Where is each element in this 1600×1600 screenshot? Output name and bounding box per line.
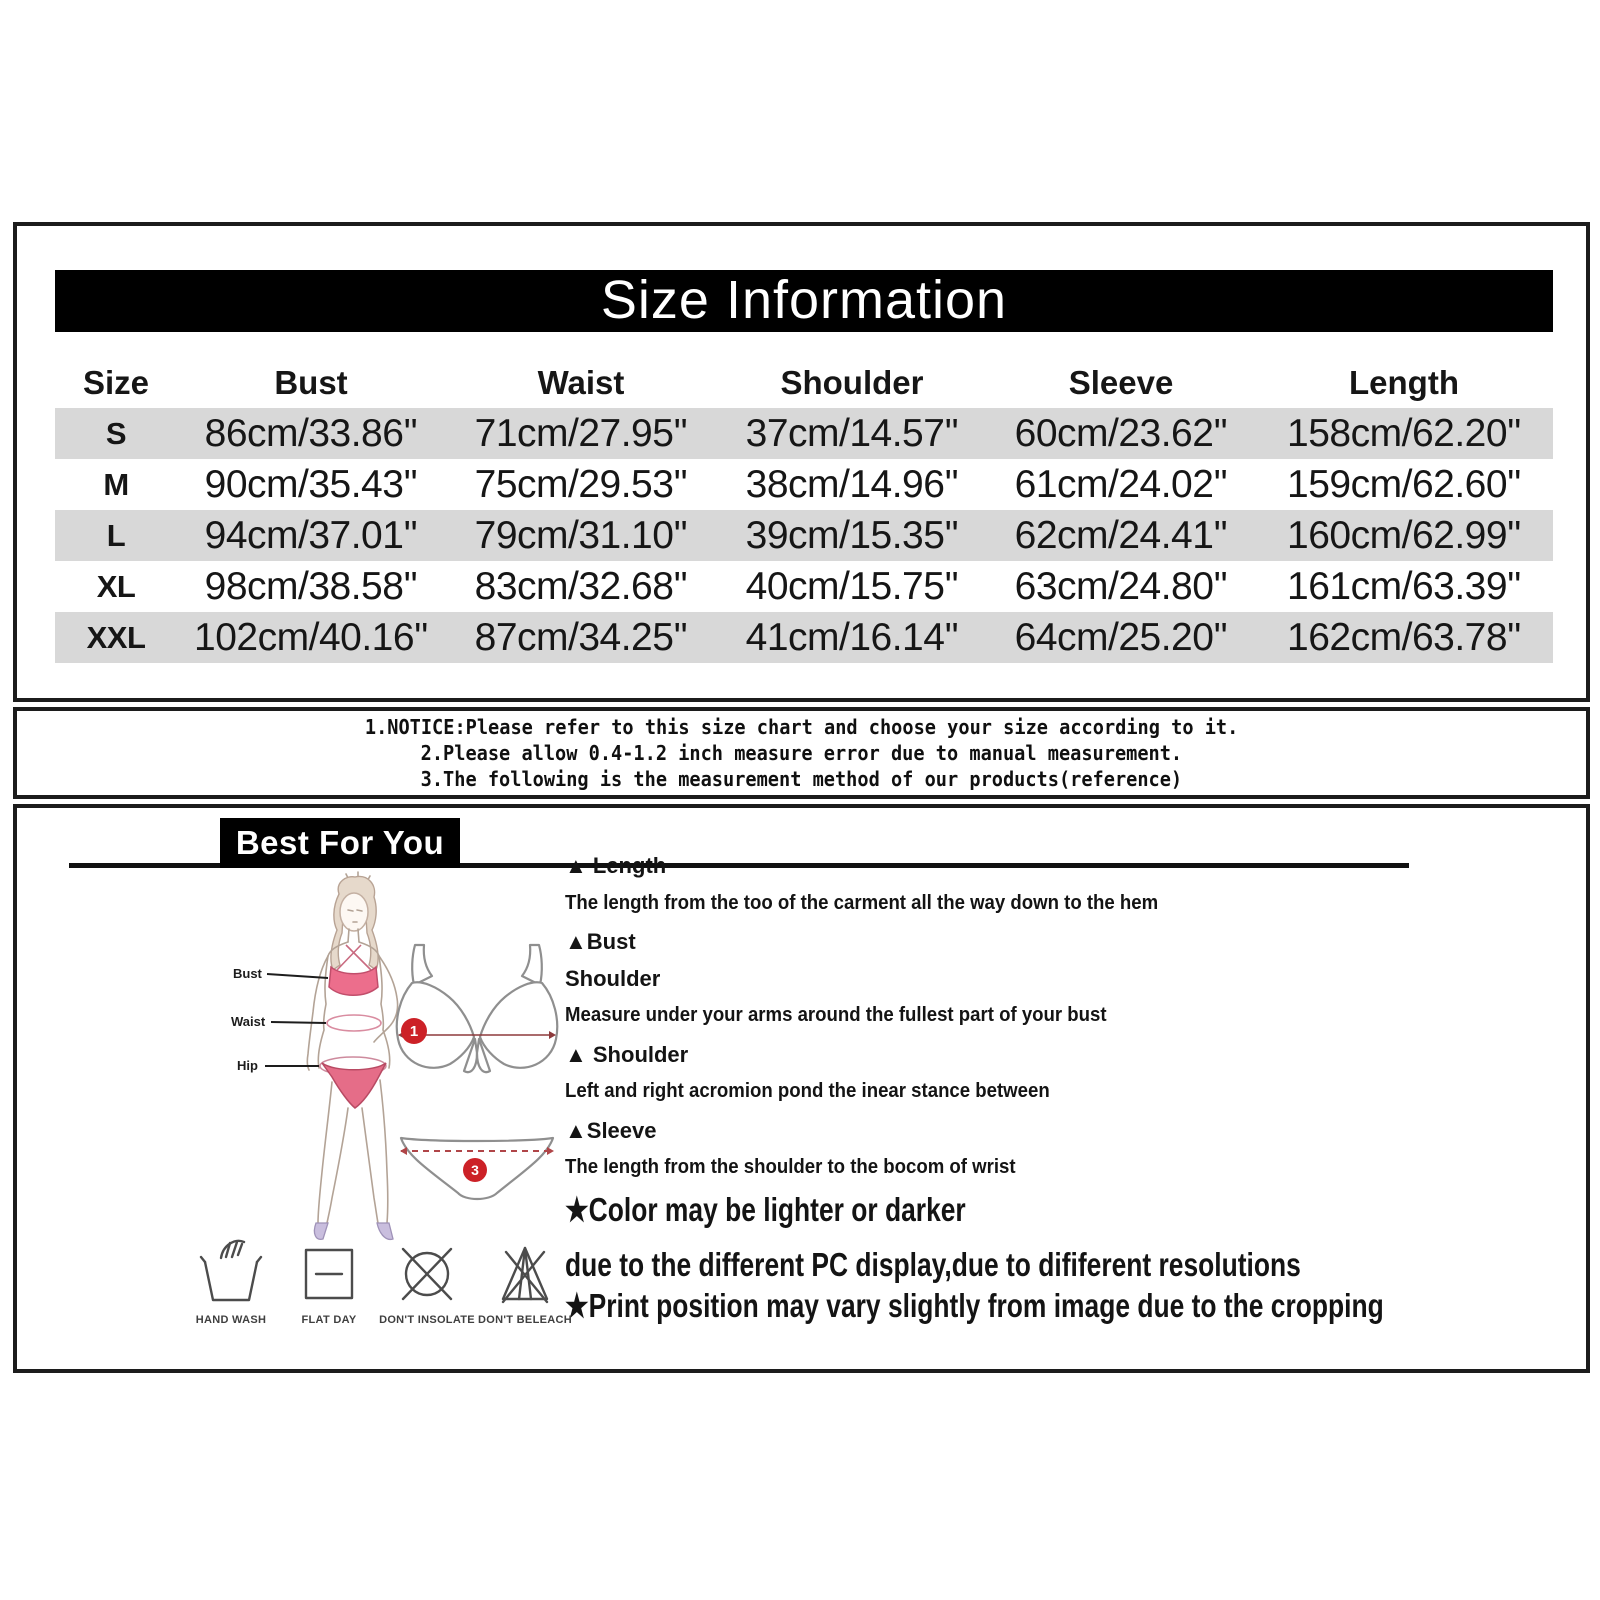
cell-sleeve: 61cm/24.02'' — [1014, 462, 1228, 506]
figure-hip-label: Hip — [237, 1058, 258, 1073]
right-leg-outer — [380, 1080, 388, 1223]
bra-right-cup — [480, 982, 557, 1068]
cell-waist: 71cm/27.95'' — [474, 411, 688, 455]
col-header-bust: Bust — [274, 364, 348, 401]
measure-guide-panel — [13, 804, 1590, 1373]
cell-size: XL — [96, 568, 136, 604]
cell-shoulder: 37cm/14.57'' — [745, 411, 959, 455]
table-header-row — [55, 358, 1553, 408]
cell-size: S — [105, 415, 127, 451]
col-header-length: Length — [1349, 364, 1459, 401]
guide-sub-shoulder: Shoulder — [565, 966, 661, 991]
cell-shoulder: 39cm/15.35'' — [745, 513, 959, 557]
note-display: due to the different PC display,due to dififerent resolutions — [565, 1246, 1301, 1283]
notice-text — [17, 711, 1586, 795]
cell-length: 159cm/62.60'' — [1287, 462, 1521, 506]
cell-length: 160cm/62.99'' — [1287, 513, 1521, 557]
cell-length: 162cm/63.78'' — [1287, 615, 1521, 659]
cell-shoulder: 40cm/15.75'' — [745, 564, 959, 608]
care-dont-insolate — [381, 1228, 473, 1326]
size-table — [55, 358, 1553, 663]
left-leg-outer — [318, 1082, 332, 1223]
cell-waist: 87cm/34.25'' — [474, 615, 688, 659]
cell-sleeve: 62cm/24.41'' — [1014, 513, 1228, 557]
right-leg-inner — [362, 1108, 378, 1223]
cell-size: M — [103, 466, 129, 502]
bra-diagram — [392, 943, 562, 1088]
cell-bust: 94cm/37.01'' — [204, 513, 418, 557]
table-row-l — [55, 510, 1553, 561]
care-label: DON'T INSOLATE — [379, 1314, 475, 1326]
cell-length: 158cm/62.20'' — [1287, 411, 1521, 455]
size-table-panel — [13, 222, 1590, 702]
guide-heading-length: ▲ Length — [565, 853, 667, 878]
guide-body-length: The length from the too of the carment all the way down to the hem — [565, 892, 1159, 914]
care-dont-bleach — [479, 1228, 571, 1326]
col-header-shoulder: Shoulder — [780, 364, 924, 401]
head — [340, 893, 368, 931]
figure-bust-label: Bust — [233, 966, 262, 981]
cell-sleeve: 63cm/24.80'' — [1014, 564, 1228, 608]
guide-heading-shoulder: ▲ Shoulder — [565, 1042, 689, 1067]
marker-1-number: 1 — [409, 1023, 419, 1040]
table-row-xl — [55, 561, 1553, 612]
torso-right — [379, 956, 390, 1068]
cell-bust: 90cm/35.43'' — [204, 462, 418, 506]
care-icons-row — [185, 1228, 571, 1326]
care-label: FLAT DAY — [301, 1314, 357, 1326]
best-for-you-banner: Best For You — [220, 818, 460, 868]
hand-wash-icon — [196, 1228, 266, 1308]
cell-waist: 75cm/29.53'' — [474, 462, 688, 506]
cell-waist: 79cm/31.10'' — [474, 513, 688, 557]
cell-bust: 86cm/33.86'' — [204, 411, 418, 455]
notice-line-1: 1.NOTICE:Please refer to this size chart and choose your size according to it. — [364, 715, 1239, 739]
cell-shoulder: 38cm/14.96'' — [745, 462, 959, 506]
bust-pointer-line — [267, 974, 328, 978]
guide-body-shoulder: Left and right acromion pond the inear stance between — [565, 1080, 1050, 1102]
table-row-xxl — [55, 612, 1553, 663]
col-header-size: Size — [82, 364, 150, 401]
bra-left-strap — [412, 945, 432, 985]
dont-insolate-icon — [392, 1228, 462, 1308]
measure-arrow-left — [400, 1147, 407, 1155]
panty-diagram — [397, 1130, 557, 1208]
dont-bleach-icon — [490, 1228, 560, 1308]
cell-size: L — [106, 517, 126, 553]
waist-line — [327, 1015, 381, 1031]
waist-pointer-line — [271, 1022, 326, 1023]
bra-right-strap — [522, 945, 542, 985]
marker-3-number: 3 — [471, 1162, 479, 1178]
care-flat-dry — [283, 1228, 375, 1326]
bikini-straps — [337, 945, 371, 970]
table-row-m — [55, 459, 1553, 510]
guide-body-bust: Measure under your arms around the fullest part of your bust — [565, 1004, 1107, 1026]
left-leg-inner — [327, 1108, 348, 1223]
cell-sleeve: 60cm/23.62'' — [1014, 411, 1228, 455]
flat-dry-icon — [294, 1228, 364, 1308]
notice-line-2: 2.Please allow 0.4-1.2 inch measure error due to manual measurement. — [420, 741, 1183, 765]
measure-arrow-right — [547, 1147, 554, 1155]
cell-sleeve: 64cm/25.20'' — [1014, 615, 1228, 659]
note-color: ★Color may be lighter or darker — [565, 1191, 966, 1228]
care-hand-wash — [185, 1228, 277, 1326]
care-label: DON'T BELEACH — [478, 1314, 572, 1326]
cell-length: 161cm/63.39'' — [1287, 564, 1521, 608]
cell-shoulder: 41cm/16.14'' — [745, 615, 959, 659]
cell-bust: 98cm/38.58'' — [204, 564, 418, 608]
page-title: Size Information — [55, 270, 1553, 332]
col-header-waist: Waist — [537, 364, 625, 401]
bikini-top — [329, 967, 378, 995]
torso-left — [318, 956, 328, 1068]
table-row-s — [55, 408, 1553, 459]
notice-panel — [13, 707, 1590, 799]
note-print-position: ★Print position may vary slightly from image due to the cropping — [565, 1287, 1384, 1324]
col-header-sleeve: Sleeve — [1068, 364, 1174, 401]
figure-waist-label: Waist — [231, 1014, 266, 1029]
cell-bust: 102cm/40.16'' — [194, 615, 428, 659]
cell-waist: 83cm/32.68'' — [474, 564, 688, 608]
guide-heading-sleeve: ▲Sleeve — [565, 1118, 657, 1143]
guide-heading-bust: ▲Bust — [565, 929, 636, 954]
guide-body-sleeve: The length from the shoulder to the bocom of wrist — [565, 1156, 1016, 1178]
cell-size: XXL — [86, 619, 146, 655]
care-label: HAND WASH — [195, 1314, 267, 1326]
notice-line-3: 3.The following is the measurement method of our products(reference) — [420, 767, 1183, 791]
